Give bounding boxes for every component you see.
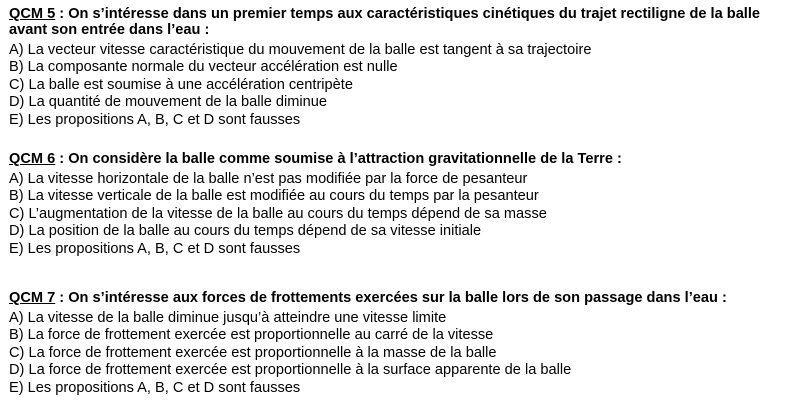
- answer-option-d: D) La position de la balle au cours du temps dépend de sa vitesse initiale: [9, 223, 482, 240]
- answer-option-c: C) La force de frottement exercée est proportionnelle à la masse de la balle: [9, 344, 497, 361]
- answer-option-c: C) La balle est soumise à une accélération centripète: [9, 76, 353, 93]
- question-number: QCM 5: [9, 6, 56, 22]
- answer-option-d: D) La quantité de mouvement de la balle diminue: [9, 94, 328, 111]
- question-separator: :: [55, 6, 69, 22]
- answer-option-a: A) La vecteur vitesse caractéristique du mouvement de la balle est tangent à sa trajectoire: [9, 42, 592, 58]
- answer-option-c: C) L’augmentation de la vitesse de la balle au cours du temps dépend de sa masse: [9, 205, 547, 222]
- answer-option-e: E) Les propositions A, B, C et D sont fausses: [9, 379, 301, 396]
- answer-option-d: D) La force de frottement exercée est proportionnelle à la surface apparente de la balle: [9, 362, 572, 379]
- question-block-qcm7: [9, 290, 804, 397]
- answer-option-e: E) Les propositions A, B, C et D sont fausses: [9, 240, 301, 257]
- answer-options: [9, 310, 804, 397]
- question-title: [9, 151, 804, 167]
- question-title-line-1: On s’intéresse aux forces de frottements exercées sur la balle lors de son passage dans l’eau :: [68, 290, 727, 306]
- answer-option-a: A) La vitesse horizontale de la balle n’est pas modifiée par la force de pesanteur: [9, 171, 528, 187]
- question-title: [9, 290, 804, 306]
- question-separator: :: [55, 151, 69, 167]
- answer-option-e: E) Les propositions A, B, C et D sont fausses: [9, 111, 301, 128]
- document-page: [9, 6, 804, 397]
- question-title-line-1: On considère la balle comme soumise à l’attraction gravitationnelle de la Terre :: [68, 151, 622, 167]
- question-number: QCM 6: [9, 151, 56, 167]
- answer-option-b: B) La vitesse verticale de la balle est modifiée au cours du temps par la pesanteur: [9, 188, 539, 205]
- question-block-qcm6: [9, 151, 804, 290]
- question-title-line-1: On s’intéresse dans un premier temps aux caractéristiques cinétiques du trajet rectiligne de la balle: [68, 6, 761, 22]
- answer-options: [9, 171, 804, 258]
- answer-option-a: A) La vitesse de la balle diminue jusqu’à atteindre une vitesse limite: [9, 310, 447, 326]
- question-number: QCM 7: [9, 290, 56, 306]
- question-block-qcm5: [9, 6, 804, 151]
- answer-option-b: B) La composante normale du vecteur accélération est nulle: [9, 59, 398, 76]
- question-title-line-2: avant son entrée dans l’eau :: [9, 22, 210, 38]
- question-title: [9, 6, 804, 38]
- answer-option-b: B) La force de frottement exercée est proportionnelle au carré de la vitesse: [9, 327, 494, 344]
- question-separator: :: [55, 290, 69, 306]
- answer-options: [9, 42, 804, 129]
